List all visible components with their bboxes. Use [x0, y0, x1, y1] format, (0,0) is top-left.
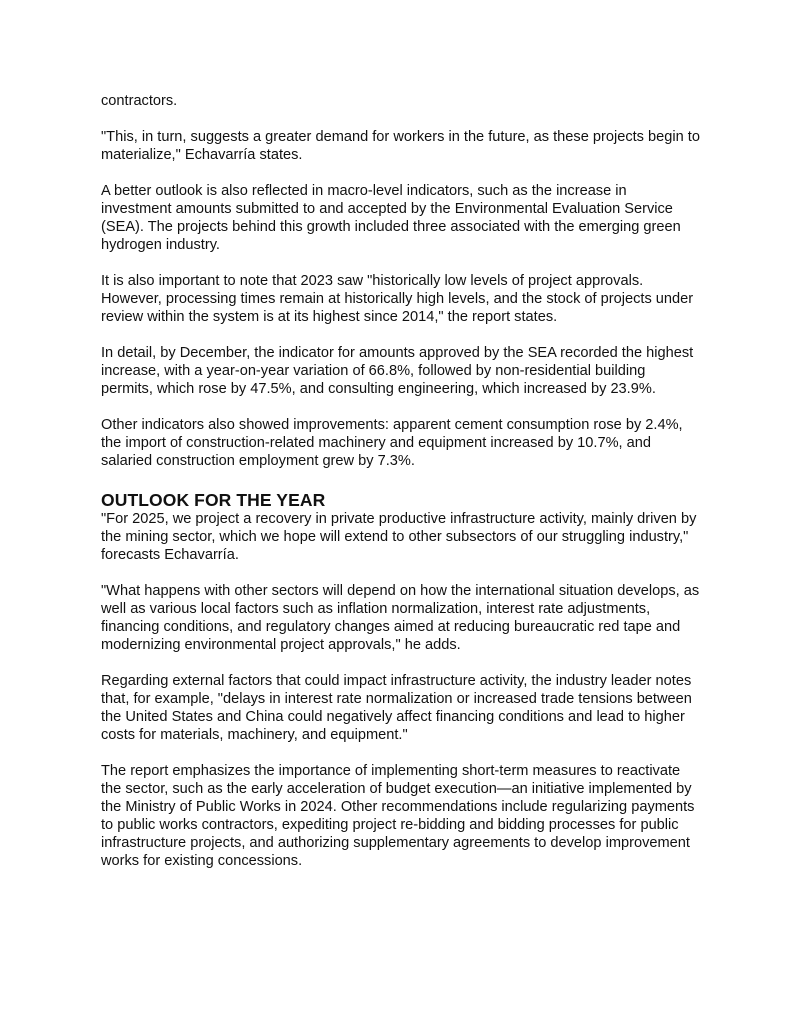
paragraph-approvals: It is also important to note that 2023 saw "historically low levels of project approvals. However, processing times remain at historically high levels, and the stock of projects under review within the system is at its highest since 2014," the report states.	[101, 273, 694, 325]
paragraph-recommendations: The report emphasizes the importance of implementing short-term measures to reactivate the sector, such as the early acceleration of budget execution—an initiative implemented by the Ministry of Public Works in 2024. Other recommendations include regularizing payments to public works contractors, expediting project re-bidding and bidding processes for public infrastructure projects, and authorizing supplementary agreements to develop improvement works for existing concessions.	[101, 763, 695, 869]
paragraph-forecast-2025: "For 2025, we project a recovery in private productive infrastructure activity, mainly driven by the mining sector, which we hope will extend to other subsectors of our struggling industry," forecasts Echavarría.	[101, 511, 697, 563]
paragraph-macro-indicators: A better outlook is also reflected in macro-level indicators, such as the increase in investment amounts submitted to and accepted by the Environmental Evaluation Service (SEA). The projects behind this growth included three associated with the emerging green hydrogen industry.	[101, 183, 681, 253]
paragraph-contractors: contractors.	[101, 93, 178, 109]
paragraph-external-factors: Regarding external factors that could impact infrastructure activity, the industry leader notes that, for example, "delays in interest rate normalization or increased trade tensions between the United States and China could negatively affect financing conditions and lead to higher costs for materials, machinery, and equipment."	[101, 673, 692, 743]
section-heading: OUTLOOK FOR THE YEAR	[101, 490, 326, 510]
paragraph-detail-december: In detail, by December, the indicator for amounts approved by the SEA recorded the highest increase, with a year-on-year variation of 66.8%, followed by non-residential building permits, which rose by 47.5%, and consulting engineering, which increased by 23.9%.	[101, 345, 694, 397]
document-page	[101, 92, 701, 888]
paragraph-other-sectors: "What happens with other sectors will depend on how the international situation develops, as well as various local factors such as inflation normalization, interest rate adjustments, financing conditions, and regulatory changes aimed at reducing bureaucratic red tape and modernizing environmental project approvals," he adds.	[101, 583, 700, 653]
paragraph-other-indicators: Other indicators also showed improvements: apparent cement consumption rose by 2.4%, the import of construction-related machinery and equipment increased by 10.7%, and salaried construction employment grew by 7.3%.	[101, 417, 683, 469]
paragraph-quote-workers: "This, in turn, suggests a greater demand for workers in the future, as these projects begin to materialize," Echavarría states.	[101, 129, 700, 163]
